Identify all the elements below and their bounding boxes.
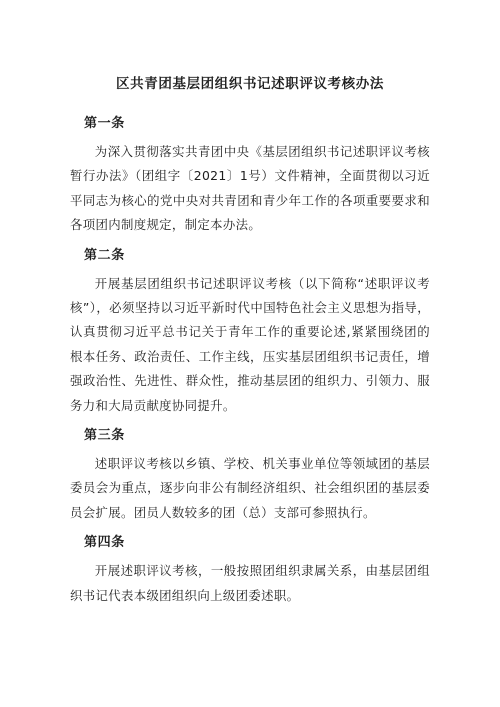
article-1 <box>70 114 430 238</box>
article-body: 述职评议考核以乡镇、学校、机关事业单位等领域团的基层委员会为重点，逐步向非公有制经济组织、社会组织团的基层委员会扩展。团员人数较多的团（总）支部可参照执行。 <box>70 456 430 520</box>
article-body: 为深入贯彻落实共青团中央《基层团组织书记述职评议考核暂行办法》（团组字〔2021〕1号）文件精神，全面贯彻以习近平同志为核心的党中央对共青团和青少年工作的各项重要要求和各项团内制度规定，制定本办法。 <box>70 144 430 233</box>
article-heading: 第一条 <box>84 116 125 131</box>
article-heading: 第二条 <box>84 247 125 263</box>
article-heading: 第四条 <box>84 535 125 551</box>
article-body: 开展述职评议考核，一般按照团组织隶属关系，由基层团组织书记代表本级团组织向上级团委述职。 <box>70 563 430 603</box>
article-body: 开展基层团组织书记述职评议考核（以下简称“述职评议考核”），必须坚持以习近平新时代中国特色社会主义思想为指导，认真贯彻习近平总书记关于青年工作的重要论述,紧紧围绕团的根本任务、政治责任、工作主线，压实基层团组织书记责任，增强政治性、先进性、群众性，推动基层团的组织力、引领力、服务力和大局贡献度协同提升。 <box>70 275 430 413</box>
article-2 <box>70 246 430 418</box>
article-3 <box>70 426 430 525</box>
document-title: 区共青团基层团组织书记述职评议考核办法 <box>116 76 384 92</box>
article-heading: 第三条 <box>84 428 125 444</box>
article-4 <box>70 533 430 608</box>
